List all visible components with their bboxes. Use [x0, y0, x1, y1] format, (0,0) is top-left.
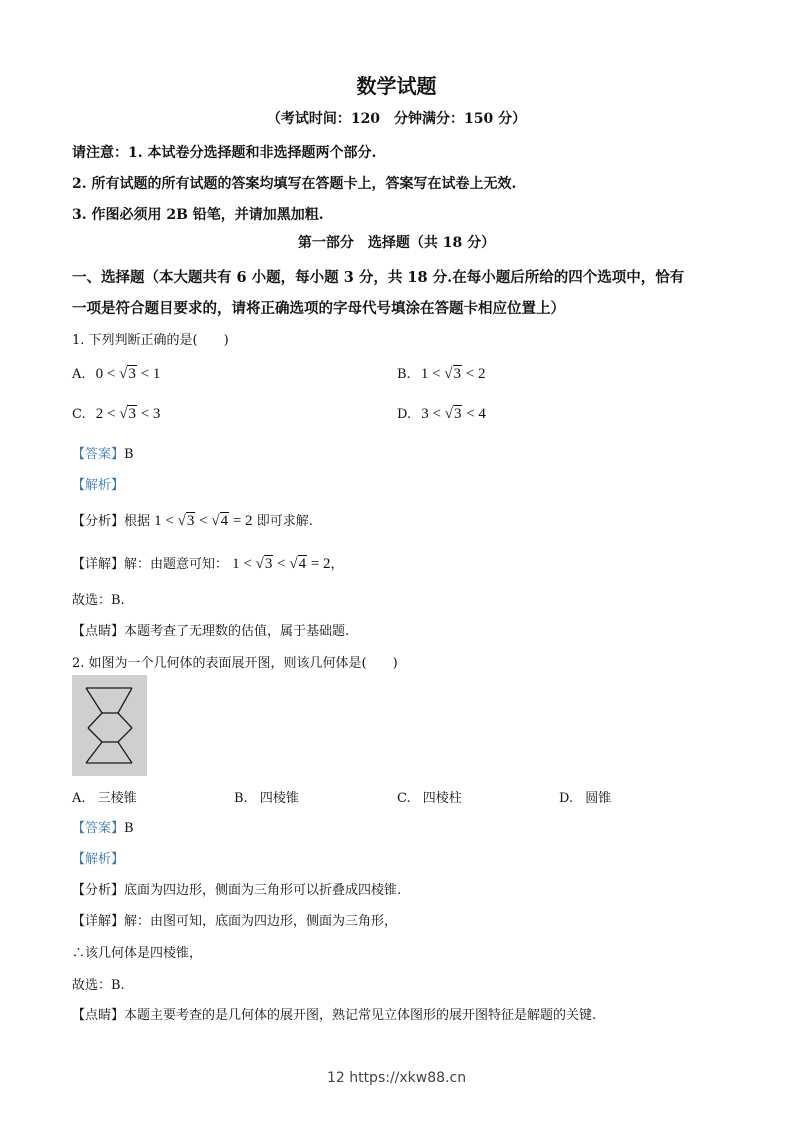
question-1-conclusion: 故选：B.: [72, 593, 125, 608]
option-label: B.: [234, 791, 248, 806]
option-label: A.: [72, 791, 86, 806]
analysis-tag: 【分析】: [72, 514, 125, 529]
net-figure: [72, 675, 147, 776]
comment-tag: 【点睛】: [72, 624, 125, 639]
option-text: 四棱柱: [422, 791, 462, 806]
comment-text: 本题考查了无理数的估值，属于基础题.: [124, 624, 350, 639]
option-label: B.: [397, 367, 411, 382]
option-left: 0 <: [95, 366, 116, 382]
math-part: <: [199, 513, 208, 529]
math-part: 1 <: [154, 513, 174, 529]
option-label: A.: [72, 367, 86, 382]
detail-post: ，: [330, 557, 344, 572]
page-title: 数学试题: [356, 74, 437, 98]
option-right: < 2: [465, 366, 486, 382]
detail-tag: 【详解】: [72, 557, 125, 572]
option-text: 三棱锥: [97, 791, 137, 806]
option-text: 圆锥: [585, 791, 612, 806]
question-1-option-b: B. 1 < √3 < 2: [397, 366, 486, 382]
question-1-comment: [72, 620, 349, 639]
math-radicand: 3: [264, 556, 273, 572]
question-2-conclusion: 故选：B.: [72, 978, 125, 993]
option-right: < 1: [140, 366, 161, 382]
analysis-tag: 【分析】: [72, 883, 125, 898]
question-1-analysis: 【分析】根据 1 < √3 < √4 = 2 即可求解.: [72, 513, 313, 529]
option-label: C.: [72, 407, 86, 422]
option-right: < 3: [140, 406, 161, 422]
question-2-option-d: [559, 787, 611, 806]
notice-3: 3. 作图必须用 2B 铅笔，并请加黑加粗.: [72, 207, 324, 223]
question-1-option-a: A. 0 < √3 < 1: [72, 366, 161, 382]
option-radicand: 3: [453, 406, 462, 422]
exam-info: （考试时间：120 分钟满分：150 分）: [266, 111, 527, 127]
notice-2: 2. 所有试题的所有试题的答案均填写在答题卡上，答案写在试卷上无效.: [72, 176, 517, 192]
option-left: 3 <: [421, 406, 441, 422]
comment-tag: 【点睛】: [72, 1008, 125, 1023]
analysis-text: 底面为四边形，侧面为三角形可以折叠成四棱锥.: [124, 883, 402, 898]
option-left: 2 <: [95, 406, 116, 422]
math-radicand: 4: [298, 556, 307, 572]
answer-tag: 【答案】: [72, 821, 125, 836]
option-right: < 4: [466, 406, 486, 422]
question-1-jiexi: 【解析】: [72, 478, 125, 493]
option-label: C.: [397, 791, 411, 806]
detail-text: 解：由图可知，底面为四边形，侧面为三角形，: [124, 914, 398, 929]
question-2-jiexi: 【解析】: [72, 852, 125, 867]
section-title: 第一部分 选择题（共 18 分）: [297, 235, 496, 251]
part-intro-line-2: 一项是符合题目要求的，请将正确选项的字母代号填涂在答题卡相应位置上）: [72, 300, 565, 317]
notice-1: 请注意：1. 本试卷分选择题和非选择题两个部分.: [72, 145, 377, 161]
option-label: D.: [397, 407, 412, 422]
answer-value: B: [124, 821, 134, 836]
question-2-detail: [72, 910, 397, 929]
question-2-stem: 2. 如图为一个几何体的表面展开图，则该几何体是( ): [72, 656, 398, 671]
net-diagram-icon: [72, 675, 147, 776]
option-left: 1 <: [420, 366, 441, 382]
question-1-answer: [72, 443, 134, 462]
question-1-option-d: D. 3 < √3 < 4: [397, 406, 486, 422]
math-radicand: 3: [186, 513, 195, 529]
question-2-therefore: ∴该几何体是四棱锥，: [72, 946, 203, 961]
question-2-answer: [72, 817, 134, 836]
option-label: D.: [559, 791, 574, 806]
math-part: = 2: [232, 513, 253, 529]
question-2-comment: [72, 1004, 596, 1023]
detail-pre: 解：由题意可知：: [124, 557, 229, 572]
option-radicand: 3: [453, 366, 462, 382]
part-intro-line-1: 一、选择题（本大题共有 6 小题，每小题 3 分，共 18 分.在每小题后所给的四个选项中，恰有: [72, 269, 685, 286]
question-2-option-b: [234, 787, 299, 806]
question-1-option-c: C. 2 < √3 < 3: [72, 406, 161, 422]
question-1-detail: 【详解】解：由题意可知： 1 < √3 < √4 = 2，: [72, 556, 344, 572]
question-2-option-c: [397, 787, 462, 806]
math-radicand: 4: [220, 513, 229, 529]
math-part: = 2: [310, 556, 331, 572]
analysis-post: 即可求解.: [256, 514, 313, 529]
option-text: 四棱锥: [259, 791, 299, 806]
math-part: 1 <: [232, 556, 252, 572]
page-footer: 12 https://xkw88.cn: [326, 1070, 467, 1086]
answer-value: B: [124, 447, 134, 462]
question-1-stem: 1. 下列判断正确的是( ): [72, 333, 229, 348]
analysis-pre: 根据: [124, 514, 151, 529]
question-2-option-a: [72, 787, 137, 806]
comment-text: 本题主要考查的是几何体的展开图，熟记常见立体图形的展开图特征是解题的关键.: [124, 1008, 597, 1023]
option-radicand: 3: [128, 406, 136, 422]
question-2-analysis: [72, 879, 401, 898]
math-part: <: [277, 556, 286, 572]
detail-tag: 【详解】: [72, 914, 125, 929]
answer-tag: 【答案】: [72, 447, 125, 462]
option-radicand: 3: [128, 366, 136, 382]
